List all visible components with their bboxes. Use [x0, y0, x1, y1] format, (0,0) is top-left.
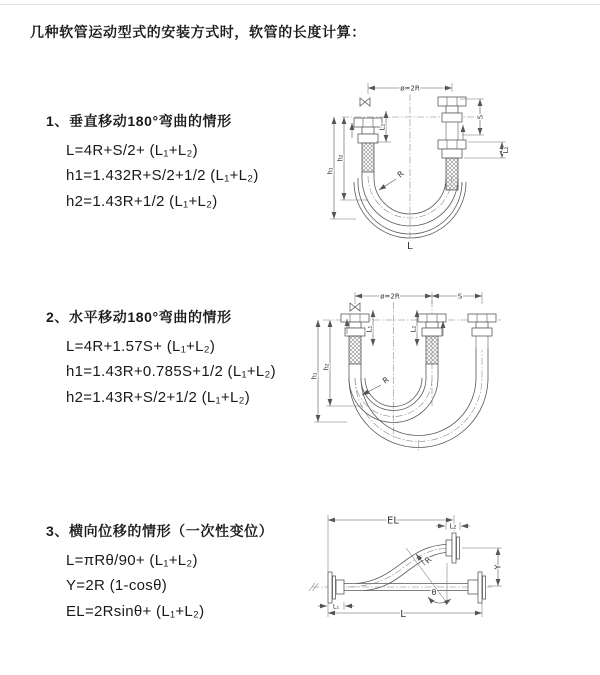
construction-lines: [406, 548, 451, 603]
dim-label-l2: L₂: [502, 146, 510, 154]
section-2-heading: 2、水平移动180°弯曲的情形: [46, 309, 232, 325]
section-3-formulas: [66, 548, 273, 624]
left-pipe-fitting: [341, 314, 369, 364]
formula-length: L=4R+1.57S+ (L₁+L₂): [66, 338, 216, 355]
section-2-formulas: [66, 334, 276, 410]
dim-label-l1: L₁: [332, 602, 340, 611]
diagram-lateral-displacement: [298, 503, 600, 640]
page-top-rule: [0, 4, 600, 5]
dim-label-h1: h₁: [310, 372, 319, 380]
upper-right-flange-displaced: [446, 533, 460, 563]
dim-label-l2: L₂: [449, 522, 457, 531]
formula-h1: h1=1.432R+S/2+1/2 (L₁+L₂): [66, 167, 259, 185]
formula-el: EL=2Rsinθ+ (L₁+L₂): [66, 602, 205, 620]
dim-label-h2: h₂: [336, 154, 345, 162]
formula-y: Y=2R (1-cosθ): [66, 577, 168, 595]
braided-hose-section: [362, 143, 374, 172]
dimensions: [311, 292, 483, 422]
dim-label-l1: L₁: [365, 325, 374, 333]
page-title: 几种软管运动型式的安装方式时，软管的长度计算：: [30, 24, 366, 40]
dim-label-h2: h₂: [322, 363, 331, 371]
dim-label-radius: R: [380, 375, 391, 386]
dim-label-l1: L₁: [378, 123, 387, 131]
section-1: [46, 112, 259, 214]
dim-label-stroke-s: S: [457, 292, 463, 301]
braided-hose-section: [426, 336, 438, 364]
diagram-vertical-180-bend: [312, 78, 574, 260]
dim-label-diameter: ø=2R: [380, 292, 400, 301]
right-pipe-fitting: [438, 97, 466, 190]
diagram-horizontal-180-bend: [305, 288, 597, 463]
dim-label-l2: L₂: [409, 325, 418, 333]
section-1-heading: 1、垂直移动180°弯曲的情形: [46, 113, 232, 129]
dim-label-diameter: ø=2R: [400, 84, 420, 93]
middle-pipe-fitting: [418, 314, 446, 364]
section-3: [46, 522, 273, 624]
section-3-heading: 3、横向位移的情形（一次性变位）: [46, 523, 274, 539]
right-pipe-fitting-moved: [468, 314, 496, 348]
angle-label-theta: θ: [431, 588, 437, 597]
dim-label-length: L: [400, 609, 406, 620]
hose-u-curves: [349, 348, 488, 448]
valve-icon: [350, 303, 360, 311]
dim-label-y-offset: Y: [493, 564, 503, 570]
formula-h2: h2=1.43R+1/2 (L₁+L₂): [66, 192, 218, 210]
valve-icon: [360, 98, 370, 106]
formula-length: L=4R+S/2+ (L₁+L₂): [66, 142, 198, 159]
dimensions: [318, 515, 503, 620]
section-2: [46, 308, 276, 410]
formula-h2: h2=1.43R+S/2+1/2 (L₁+L₂): [66, 388, 251, 406]
dim-label-length: L: [407, 241, 413, 252]
dim-label-stroke-s: S: [476, 114, 485, 120]
formula-h1: h1=1.43R+0.785S+1/2 (L₁+L₂): [66, 363, 276, 381]
section-1-formulas: [66, 138, 259, 214]
formula-length: L=πRθ/90+ (L₁+L₂): [66, 552, 198, 569]
dim-label-h1: h₁: [326, 167, 335, 175]
left-flange: [328, 572, 344, 603]
dim-label-radius: R: [423, 555, 434, 566]
braided-hose-section: [446, 158, 458, 190]
dimensions: [327, 83, 511, 252]
dim-label-el: EL: [387, 515, 399, 527]
dim-label-radius: R: [395, 169, 406, 180]
right-flange-initial-position: [468, 572, 486, 603]
braided-hose-section: [349, 336, 361, 364]
